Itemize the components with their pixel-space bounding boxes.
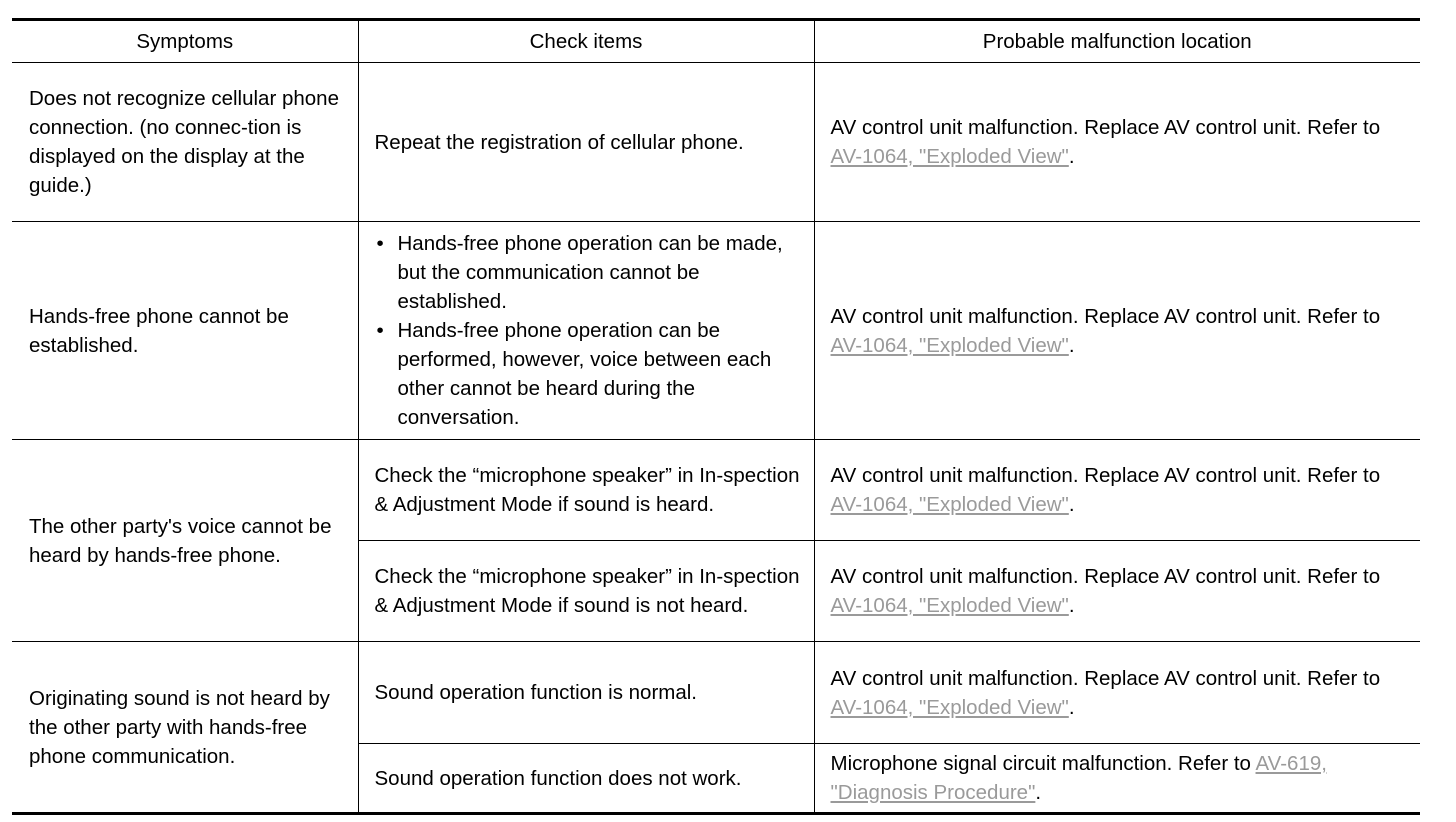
location-cell [814, 642, 1420, 744]
location-suffix: . [1068, 594, 1075, 617]
symptom-cell: Hands-free phone cannot be established. [12, 222, 358, 440]
check-item-cell: Sound operation function is normal. [358, 642, 814, 744]
location-text: AV control unit malfunction. Replace AV control unit. Refer to [830, 116, 1381, 139]
location-suffix: . [1068, 493, 1075, 516]
reference-link[interactable]: AV-1064, "Exploded View" [830, 695, 1069, 719]
check-item-cell: Repeat the registration of cellular phone. [358, 63, 814, 222]
check-item-cell: Check the “microphone speaker” in In-spection & Adjustment Mode if sound is heard. [358, 440, 814, 541]
check-item-cell: Sound operation function does not work. [358, 744, 814, 814]
reference-link[interactable]: AV-619, "Diagnosis Procedure" [830, 752, 1327, 804]
location-cell [814, 744, 1420, 814]
location-text: AV control unit malfunction. Replace AV control unit. Refer to [830, 464, 1381, 487]
check-item-list [375, 229, 800, 432]
reference-link[interactable]: AV-1064, "Exploded View" [830, 594, 1069, 617]
location-text: AV control unit malfunction. Replace AV control unit. Refer to [830, 666, 1381, 690]
table-row [12, 63, 1420, 222]
location-text: Microphone signal circuit malfunction. Refer to [830, 752, 1256, 775]
table-row [12, 642, 1420, 744]
symptom-cell: The other party's voice cannot be heard by hands-free phone. [12, 440, 358, 642]
header-symptoms: Symptoms [12, 20, 358, 63]
location-cell [814, 440, 1420, 541]
location-cell [814, 63, 1420, 222]
reference-link[interactable]: AV-1064, "Exploded View" [830, 333, 1069, 357]
location-suffix: . [1068, 145, 1075, 168]
table-row [12, 440, 1420, 541]
location-suffix: . [1035, 781, 1042, 804]
table-row [12, 222, 1420, 440]
location-cell [814, 222, 1420, 440]
symptom-cell: Originating sound is not heard by the other party with hands-free phone communication. [12, 642, 358, 814]
header-probable-malfunction-location: Probable malfunction location [814, 20, 1420, 63]
location-cell [814, 541, 1420, 642]
location-text: AV control unit malfunction. Replace AV control unit. Refer to [830, 565, 1381, 588]
check-item-cell: Check the “microphone speaker” in In-spection & Adjustment Mode if sound is not heard. [358, 541, 814, 642]
location-suffix: . [1068, 695, 1075, 719]
reference-link[interactable]: AV-1064, "Exploded View" [830, 145, 1069, 168]
location-suffix: . [1068, 333, 1075, 357]
check-item-bullet: • Hands-free phone operation can be made, but the communication cannot be established. [375, 229, 800, 316]
diagnosis-table [12, 18, 1420, 815]
table-header-row [12, 20, 1420, 63]
location-text: AV control unit malfunction. Replace AV control unit. Refer to [830, 304, 1381, 328]
check-item-bullet: • Hands-free phone operation can be performed, however, voice between each other cannot be heard during the conversation. [375, 316, 800, 432]
symptom-cell: Does not recognize cellular phone connection. (no connec-tion is displayed on the display at the guide.) [12, 63, 358, 222]
check-item-cell [358, 222, 814, 440]
header-check-items: Check items [358, 20, 814, 63]
reference-link[interactable]: AV-1064, "Exploded View" [830, 493, 1069, 516]
